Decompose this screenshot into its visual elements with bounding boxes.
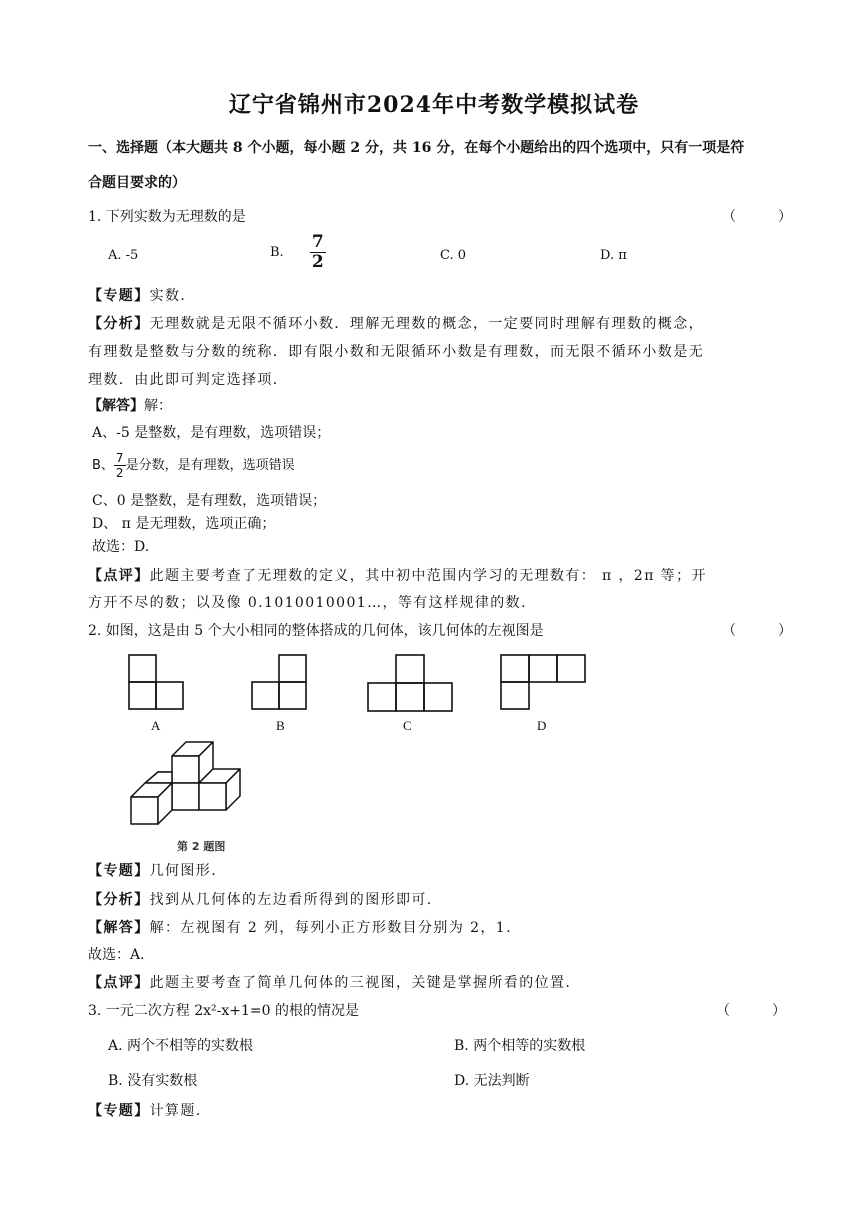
q1-solution-d: D、 π 是无理数，选项正确； [92, 516, 276, 532]
analysis-tag: 【分析】 [88, 316, 150, 332]
q1-choice: 故选：D. [92, 539, 150, 555]
comment-tag: 【点评】 [88, 568, 150, 584]
page-title: 辽宁省锦州市2024年中考数学模拟试卷 [228, 92, 640, 118]
fraction-numerator: 7 [115, 451, 124, 465]
q1-analysis-line2: 有理数是整数与分数的统称．即有限小数和无限循环小数是有理数，而无限不循环小数是无 [88, 344, 704, 360]
q3-option-d: D. 无法判断 [454, 1073, 530, 1089]
solution-b-text: 是分数，是有理数，选项错误 [125, 458, 295, 473]
q2-answer [88, 914, 512, 942]
section-heading-line1: 一、选择题（本大题共 8 个小题，每小题 2 分，共 16 分，在每个小题给出的四个选项中，只有一项是符 [88, 140, 745, 156]
comment-text: 此题主要考查了无理数的定义，其中初中范围内学习的无理数有： π ，2π 等；开 [149, 568, 707, 584]
q2-analysis [88, 886, 433, 914]
q1-option-b-prefix: B. [270, 245, 284, 260]
q2-stem: 2. 如图，这是由 5 个大小相同的整体搭成的几何体，该几何体的左视图是 [88, 623, 544, 639]
q3-answer-blank: （ ） [716, 1003, 786, 1019]
option-b-label: B [276, 718, 285, 733]
analysis-text: 无理数就是无限不循环小数．理解无理数的概念，一定要同时理解有理数的概念， [149, 316, 705, 332]
figure-caption: 第 2 题图 [177, 840, 226, 853]
answer-tag: 【解答】 [88, 398, 144, 414]
q1-option-d: D. π [600, 248, 627, 263]
q2-comment [88, 969, 571, 997]
topic-text: 计算题. [149, 1103, 202, 1119]
comment-text: 此题主要考查了简单几何体的三视图，关键是掌握所看的位置. [149, 975, 572, 991]
answer-text: 解：左视图有 2 列，每列小正方形数目分别为 2，1. [149, 920, 512, 936]
option-d-label: D [537, 718, 547, 733]
q1-solution-c: C、0 是整数，是有理数，选项错误； [92, 493, 327, 509]
q2-choice: 故选：A. [88, 947, 145, 963]
analysis-tag: 【分析】 [88, 892, 150, 908]
fraction-denominator: 2 [115, 466, 124, 480]
q1-comment-line2: 方开不尽的数；以及像 0.1010010001…，等有这样规律的数. [88, 595, 527, 611]
q3-topic [88, 1097, 202, 1125]
option-a-label: A [151, 718, 161, 733]
solution-b-prefix: B、 [92, 458, 114, 473]
q1-solution-a: A、-5 是整数，是有理数，选项错误； [92, 425, 331, 441]
q3-option-b: B. 两个相等的实数根 [454, 1038, 586, 1054]
q1-option-c: C. 0 [440, 248, 467, 263]
q2-answer-blank: （ ） [722, 623, 792, 639]
comment-tag: 【点评】 [88, 975, 150, 991]
q1-stem: 1. 下列实数为无理数的是 [88, 209, 246, 225]
fraction-denominator: 2 [311, 252, 324, 272]
q3-stem: 3. 一元二次方程 2x²-x+1=0 的根的情况是 [88, 1003, 360, 1019]
q3-option-a: A. 两个不相等的实数根 [108, 1038, 254, 1054]
option-c-label: C [403, 718, 412, 733]
topic-tag: 【专题】 [88, 863, 150, 879]
topic-tag: 【专题】 [88, 1103, 150, 1119]
answer-tag: 【解答】 [88, 920, 150, 936]
q1-analysis-line3: 理数．由此即可判定选择项． [88, 372, 289, 388]
section-heading-line2: 合题目要求的） [88, 175, 186, 191]
topic-text: 几何图形. [149, 863, 218, 879]
q3-option-c: B. 没有实数根 [108, 1073, 198, 1089]
topic-tag: 【专题】 [88, 288, 150, 304]
fraction-numerator: 7 [311, 232, 324, 252]
topic-text: 实数. [149, 288, 187, 304]
q1-option-a: A. -5 [108, 248, 139, 263]
answer-text: 解： [144, 398, 172, 414]
analysis-text: 找到从几何体的左边看所得到的图形即可. [149, 892, 433, 908]
q2-topic [88, 857, 217, 885]
q1-answer-blank: （ ） [722, 209, 792, 225]
